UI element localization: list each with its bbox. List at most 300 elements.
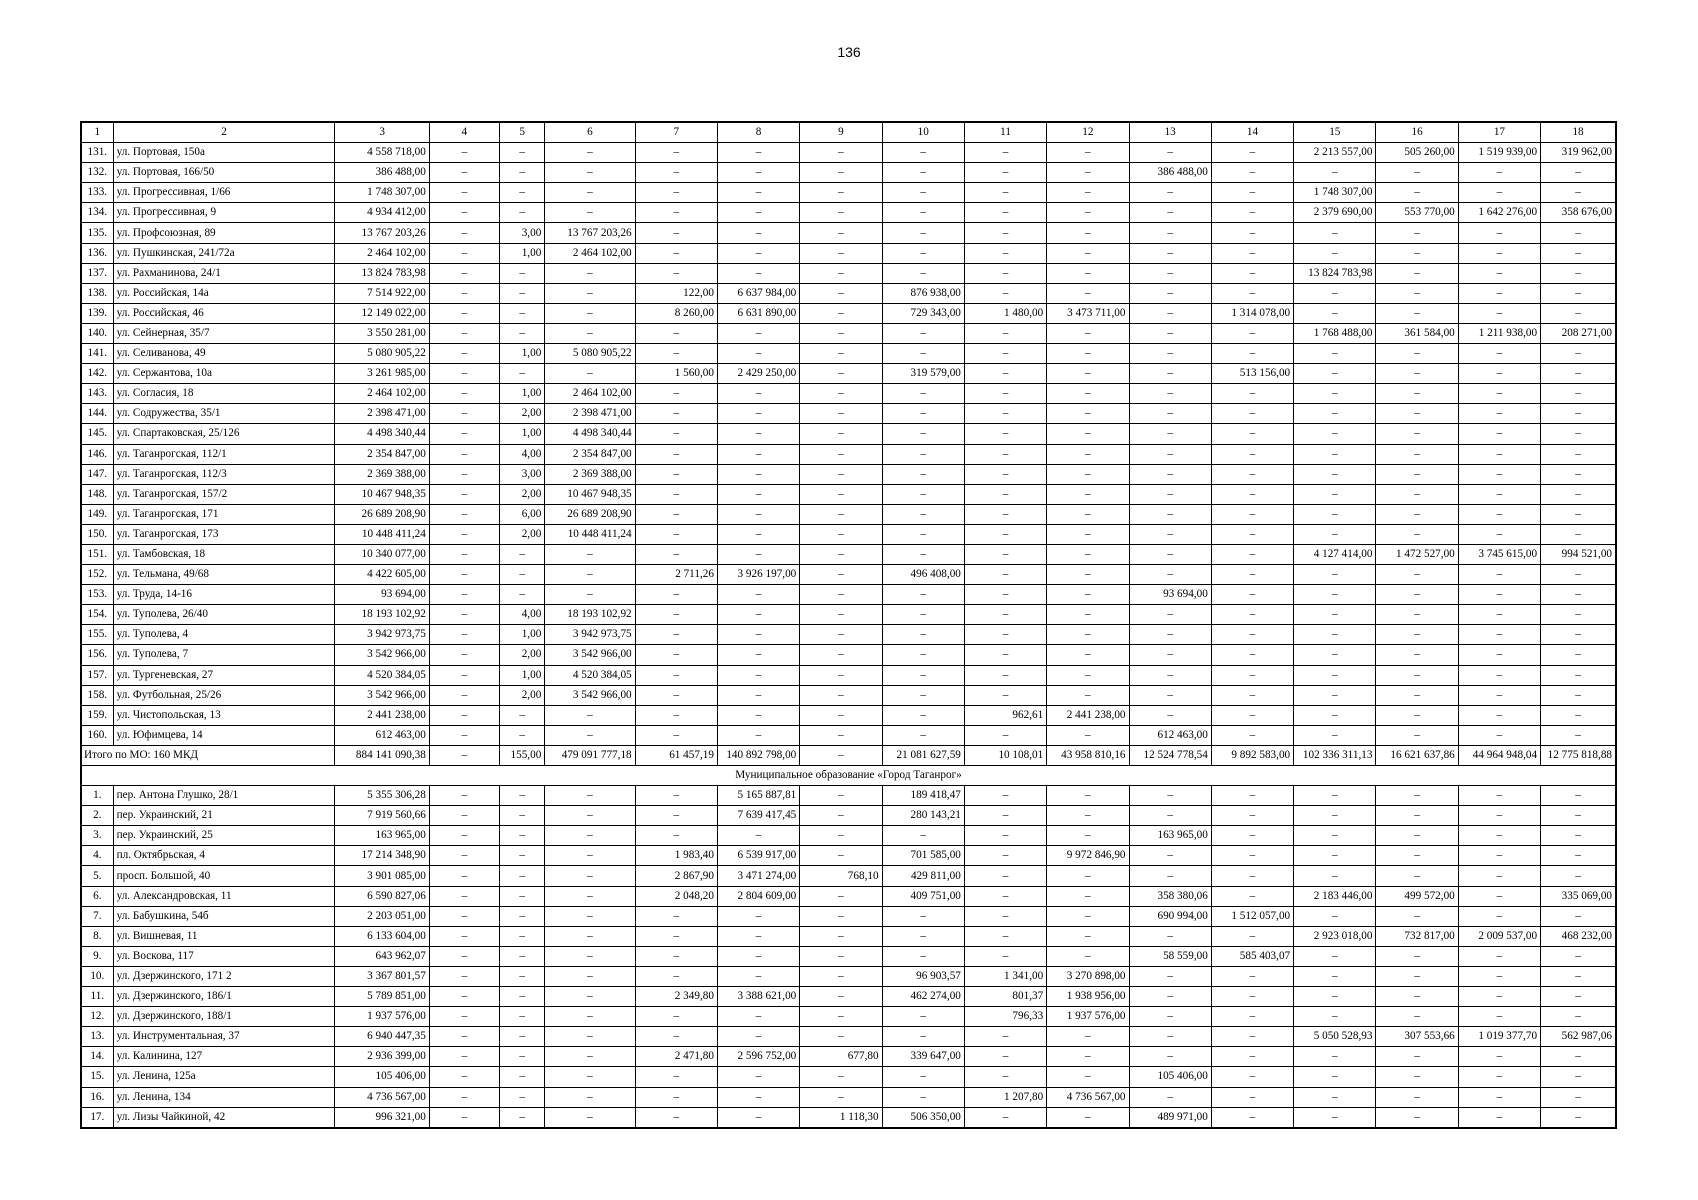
table-cell: – xyxy=(964,384,1046,404)
total-label: Итого по МО: 160 МКД xyxy=(81,745,335,765)
table-cell: – xyxy=(1047,806,1129,826)
table-cell: 612 463,00 xyxy=(335,725,429,745)
table-cell: 358 676,00 xyxy=(1541,203,1616,223)
table-cell: – xyxy=(1541,484,1616,504)
table-cell: 4 498 340,44 xyxy=(545,424,635,444)
table-cell: – xyxy=(429,605,499,625)
table-cell: ул. Калинина, 127 xyxy=(113,1047,335,1067)
table-cell: – xyxy=(1211,565,1293,585)
table-cell: – xyxy=(635,263,717,283)
table-cell: 26 689 208,90 xyxy=(545,504,635,524)
table-cell: – xyxy=(882,143,964,163)
table-cell: – xyxy=(717,705,799,725)
table-cell: – xyxy=(800,163,882,183)
table-cell: – xyxy=(500,966,545,986)
table-cell: – xyxy=(964,524,1046,544)
table-cell: 3 542 966,00 xyxy=(545,645,635,665)
column-header: 15 xyxy=(1294,122,1376,143)
table-cell: – xyxy=(964,1107,1046,1128)
table-cell: 2 354 847,00 xyxy=(545,444,635,464)
table-cell: – xyxy=(964,223,1046,243)
table-cell: – xyxy=(635,645,717,665)
table-cell: 429 811,00 xyxy=(882,866,964,886)
table-cell: – xyxy=(1541,504,1616,524)
table-cell: 513 156,00 xyxy=(1211,364,1293,384)
table-cell: 13 824 783,98 xyxy=(335,263,429,283)
table-cell: – xyxy=(800,705,882,725)
table-cell: 5 165 887,81 xyxy=(717,786,799,806)
table-cell: ул. Рахманинова, 24/1 xyxy=(113,263,335,283)
table-cell: – xyxy=(1129,966,1211,986)
table-cell: – xyxy=(1129,424,1211,444)
table-cell: 6 590 827,06 xyxy=(335,886,429,906)
table-cell: 643 962,07 xyxy=(335,946,429,966)
table-cell: 146. xyxy=(81,444,113,464)
table-cell: 143. xyxy=(81,384,113,404)
table-cell: – xyxy=(1541,906,1616,926)
table-cell: – xyxy=(1211,605,1293,625)
table-cell: 3 270 898,00 xyxy=(1047,966,1129,986)
table-cell: – xyxy=(635,966,717,986)
table-cell: – xyxy=(1294,665,1376,685)
table-cell: – xyxy=(635,906,717,926)
table-cell: 1 207,80 xyxy=(964,1087,1046,1107)
table-cell: – xyxy=(1458,806,1540,826)
table-cell: – xyxy=(1047,143,1129,163)
table-cell: ул. Туполева, 4 xyxy=(113,625,335,645)
table-cell: – xyxy=(545,303,635,323)
table-cell: – xyxy=(882,1027,964,1047)
table-cell: 1,00 xyxy=(500,625,545,645)
table-cell: 3 471 274,00 xyxy=(717,866,799,886)
table-cell: – xyxy=(964,203,1046,223)
table-cell: 1 768 488,00 xyxy=(1294,323,1376,343)
table-cell: – xyxy=(1458,344,1540,364)
table-cell: ул. Лизы Чайкиной, 42 xyxy=(113,1107,335,1128)
table-cell: 1 211 938,00 xyxy=(1458,323,1540,343)
table-cell: – xyxy=(545,866,635,886)
table-cell: – xyxy=(964,866,1046,886)
table-cell: – xyxy=(429,183,499,203)
table-cell: – xyxy=(1458,946,1540,966)
table-cell: – xyxy=(1211,424,1293,444)
table-cell: 136. xyxy=(81,243,113,263)
table-cell: – xyxy=(429,966,499,986)
table-cell: – xyxy=(1129,323,1211,343)
table-cell: – xyxy=(1211,987,1293,1007)
table-cell: – xyxy=(1211,163,1293,183)
table-cell: – xyxy=(1211,1047,1293,1067)
table-cell: 1 938 956,00 xyxy=(1047,987,1129,1007)
table-row xyxy=(81,645,1616,665)
table-cell: – xyxy=(1458,987,1540,1007)
table-cell: – xyxy=(1376,283,1458,303)
table-cell: пер. Украинский, 21 xyxy=(113,806,335,826)
table-cell: – xyxy=(635,344,717,364)
table-cell: – xyxy=(1376,846,1458,866)
table-cell: – xyxy=(429,946,499,966)
section-header-row xyxy=(81,766,1616,786)
table-cell: – xyxy=(800,966,882,986)
table-cell: – xyxy=(1376,183,1458,203)
table-cell: – xyxy=(800,806,882,826)
table-cell: – xyxy=(1211,203,1293,223)
table-cell: – xyxy=(635,625,717,645)
table-cell: 135. xyxy=(81,223,113,243)
table-cell: – xyxy=(1294,645,1376,665)
table-cell: – xyxy=(635,605,717,625)
table-cell: – xyxy=(635,806,717,826)
table-cell: 13. xyxy=(81,1027,113,1047)
table-cell: – xyxy=(635,1107,717,1128)
table-cell: – xyxy=(500,926,545,946)
table-cell: 141. xyxy=(81,344,113,364)
table-cell: 3 942 973,75 xyxy=(335,625,429,645)
table-cell: 10 448 411,24 xyxy=(545,524,635,544)
table-cell: – xyxy=(717,826,799,846)
table-cell: – xyxy=(1211,886,1293,906)
table-cell: – xyxy=(500,1107,545,1128)
table-cell: – xyxy=(964,323,1046,343)
table-cell: – xyxy=(635,223,717,243)
table-cell: – xyxy=(1211,384,1293,404)
table-cell: – xyxy=(1458,1067,1540,1087)
table-cell: ул. Профсоюзная, 89 xyxy=(113,223,335,243)
column-header: 17 xyxy=(1458,122,1540,143)
table-cell: – xyxy=(429,143,499,163)
table-cell: – xyxy=(500,263,545,283)
table-cell: – xyxy=(800,1087,882,1107)
table-cell: 93 694,00 xyxy=(1129,585,1211,605)
table-cell: – xyxy=(1047,946,1129,966)
table-cell: – xyxy=(800,283,882,303)
table-cell: 6 539 917,00 xyxy=(717,846,799,866)
table-cell: – xyxy=(1458,1107,1540,1128)
table-cell: – xyxy=(545,203,635,223)
table-cell: – xyxy=(800,786,882,806)
table-cell: – xyxy=(964,946,1046,966)
table-cell: – xyxy=(500,725,545,745)
table-cell: 2 398 471,00 xyxy=(335,404,429,424)
table-cell: – xyxy=(1458,464,1540,484)
table-cell: – xyxy=(1541,565,1616,585)
table-cell: – xyxy=(635,946,717,966)
table-cell: – xyxy=(1541,605,1616,625)
table-cell: – xyxy=(500,544,545,564)
table-cell: 701 585,00 xyxy=(882,846,964,866)
table-cell: 2 203 051,00 xyxy=(335,906,429,926)
table-cell: – xyxy=(800,846,882,866)
table-cell: – xyxy=(1047,1067,1129,1087)
table-cell: – xyxy=(1129,484,1211,504)
column-header: 12 xyxy=(1047,122,1129,143)
table-cell: – xyxy=(1541,806,1616,826)
table-cell: – xyxy=(1211,966,1293,986)
table-cell: – xyxy=(1541,424,1616,444)
table-cell: – xyxy=(429,263,499,283)
table-cell: – xyxy=(1541,464,1616,484)
table-cell: – xyxy=(1541,1007,1616,1027)
table-cell: – xyxy=(717,685,799,705)
table-cell: – xyxy=(1047,685,1129,705)
table-cell: – xyxy=(545,786,635,806)
table-cell: – xyxy=(1376,1107,1458,1128)
table-cell: – xyxy=(1129,1007,1211,1027)
table-cell: 105 406,00 xyxy=(1129,1067,1211,1087)
table-cell: – xyxy=(717,223,799,243)
table-cell: 145. xyxy=(81,424,113,444)
table-cell: – xyxy=(1129,524,1211,544)
table-cell: – xyxy=(1376,645,1458,665)
table-cell: пер. Украинский, 25 xyxy=(113,826,335,846)
table-cell: – xyxy=(500,906,545,926)
table-row xyxy=(81,605,1616,625)
table-cell: – xyxy=(635,323,717,343)
table-cell: – xyxy=(1047,163,1129,183)
table-cell: – xyxy=(882,685,964,705)
table-cell: – xyxy=(1458,685,1540,705)
table-cell: – xyxy=(1294,243,1376,263)
table-cell: 462 274,00 xyxy=(882,987,964,1007)
table-cell: 5 080 905,22 xyxy=(335,344,429,364)
table-cell: – xyxy=(545,263,635,283)
table-cell: – xyxy=(1458,585,1540,605)
table-cell: – xyxy=(1129,665,1211,685)
table-cell: – xyxy=(717,966,799,986)
table-cell: – xyxy=(717,203,799,223)
table-cell: – xyxy=(1294,364,1376,384)
table-cell: 12 775 818,88 xyxy=(1541,745,1616,765)
table-cell: – xyxy=(1458,786,1540,806)
table-cell: 8 260,00 xyxy=(635,303,717,323)
table-cell: – xyxy=(1376,605,1458,625)
table-cell: ул. Селиванова, 49 xyxy=(113,344,335,364)
table-cell: ул. Ленина, 125а xyxy=(113,1067,335,1087)
table-cell: – xyxy=(882,544,964,564)
table-cell: – xyxy=(800,484,882,504)
table-cell: 142. xyxy=(81,364,113,384)
table-cell: – xyxy=(545,946,635,966)
table-cell: 796,33 xyxy=(964,1007,1046,1027)
table-cell: – xyxy=(1458,1007,1540,1027)
table-cell: 2. xyxy=(81,806,113,826)
table-cell: ул. Сейнерная, 35/7 xyxy=(113,323,335,343)
table-cell: 1,00 xyxy=(500,384,545,404)
table-cell: 16 621 637,86 xyxy=(1376,745,1458,765)
table-cell: – xyxy=(1211,183,1293,203)
table-cell: – xyxy=(429,926,499,946)
table-cell: – xyxy=(800,926,882,946)
table-cell: – xyxy=(635,705,717,725)
table-cell: 61 457,19 xyxy=(635,745,717,765)
table-cell: 2,00 xyxy=(500,645,545,665)
table-cell: 884 141 090,38 xyxy=(335,745,429,765)
table-cell: – xyxy=(882,424,964,444)
table-cell: 2 048,20 xyxy=(635,886,717,906)
table-cell: – xyxy=(1047,725,1129,745)
data-table xyxy=(80,121,1617,1129)
table-cell: 1,00 xyxy=(500,344,545,364)
table-cell: – xyxy=(1047,504,1129,524)
table-cell: – xyxy=(429,685,499,705)
table-cell: – xyxy=(800,665,882,685)
table-cell: – xyxy=(1211,685,1293,705)
table-cell: 1 118,30 xyxy=(800,1107,882,1128)
table-cell: – xyxy=(1376,1087,1458,1107)
table-cell: 677,80 xyxy=(800,1047,882,1067)
table-cell: – xyxy=(635,444,717,464)
table-cell: – xyxy=(800,826,882,846)
table-cell: – xyxy=(1294,705,1376,725)
table-cell: – xyxy=(429,846,499,866)
table-cell: – xyxy=(1129,806,1211,826)
table-cell: – xyxy=(717,926,799,946)
table-cell: 3 901 085,00 xyxy=(335,866,429,886)
table-cell: – xyxy=(500,1007,545,1027)
table-cell: 562 987,06 xyxy=(1541,1027,1616,1047)
table-cell: – xyxy=(429,786,499,806)
table-row xyxy=(81,444,1616,464)
table-row xyxy=(81,1007,1616,1027)
table-cell: 7 919 560,66 xyxy=(335,806,429,826)
table-cell: – xyxy=(545,364,635,384)
table-cell: – xyxy=(1294,223,1376,243)
table-cell: – xyxy=(635,585,717,605)
table-cell: – xyxy=(1129,504,1211,524)
table-cell: – xyxy=(1211,263,1293,283)
table-cell: – xyxy=(1458,1047,1540,1067)
table-cell: – xyxy=(1376,987,1458,1007)
table-cell: 2 429 250,00 xyxy=(717,364,799,384)
table-cell: 1,00 xyxy=(500,665,545,685)
table-cell: – xyxy=(545,544,635,564)
table-cell: – xyxy=(1294,484,1376,504)
table-cell: 151. xyxy=(81,544,113,564)
table-cell: ул. Таганрогская, 173 xyxy=(113,524,335,544)
table-cell: – xyxy=(1294,424,1376,444)
table-cell: – xyxy=(800,504,882,524)
table-cell: – xyxy=(1458,906,1540,926)
table-cell: – xyxy=(882,906,964,926)
table-cell: – xyxy=(882,404,964,424)
table-cell: – xyxy=(1294,464,1376,484)
table-cell: 4,00 xyxy=(500,605,545,625)
table-cell: – xyxy=(545,1027,635,1047)
table-cell: – xyxy=(429,303,499,323)
table-cell: – xyxy=(1376,705,1458,725)
table-cell: – xyxy=(964,605,1046,625)
table-cell: – xyxy=(1211,1107,1293,1128)
table-cell: ул. Портовая, 166/50 xyxy=(113,163,335,183)
table-cell: – xyxy=(1376,303,1458,323)
table-cell: – xyxy=(429,1047,499,1067)
table-cell: 1 983,40 xyxy=(635,846,717,866)
table-cell: – xyxy=(1541,585,1616,605)
table-cell: – xyxy=(545,143,635,163)
table-cell: – xyxy=(1458,705,1540,725)
table-cell: – xyxy=(717,1067,799,1087)
table-cell: 208 271,00 xyxy=(1541,323,1616,343)
table-cell: 122,00 xyxy=(635,283,717,303)
table-cell: 2,00 xyxy=(500,685,545,705)
table-cell: – xyxy=(1294,585,1376,605)
table-cell: 468 232,00 xyxy=(1541,926,1616,946)
table-cell: 4 934 412,00 xyxy=(335,203,429,223)
table-cell: – xyxy=(1047,484,1129,504)
table-cell: – xyxy=(882,826,964,846)
table-cell: 479 091 777,18 xyxy=(545,745,635,765)
table-cell: 4. xyxy=(81,846,113,866)
table-cell: – xyxy=(635,685,717,705)
table-cell: – xyxy=(429,484,499,504)
table-row xyxy=(81,283,1616,303)
table-cell: – xyxy=(1211,866,1293,886)
table-cell: – xyxy=(1047,926,1129,946)
table-cell: – xyxy=(882,524,964,544)
table-cell: – xyxy=(882,926,964,946)
table-cell: 131. xyxy=(81,143,113,163)
table-cell: – xyxy=(964,263,1046,283)
table-cell: ул. Инструментальная, 37 xyxy=(113,1027,335,1047)
table-cell: 801,37 xyxy=(964,987,1046,1007)
table-cell: – xyxy=(1458,243,1540,263)
table-cell: 4,00 xyxy=(500,444,545,464)
table-cell: 96 903,57 xyxy=(882,966,964,986)
table-cell: – xyxy=(717,645,799,665)
table-cell: – xyxy=(545,585,635,605)
table-cell: – xyxy=(1211,826,1293,846)
table-cell: – xyxy=(1458,303,1540,323)
table-cell: – xyxy=(717,605,799,625)
table-cell: – xyxy=(1541,444,1616,464)
table-row xyxy=(81,364,1616,384)
table-cell: – xyxy=(1376,364,1458,384)
table-cell: – xyxy=(964,786,1046,806)
table-row xyxy=(81,585,1616,605)
table-cell: – xyxy=(1376,725,1458,745)
table-cell: – xyxy=(964,725,1046,745)
table-cell: – xyxy=(429,1027,499,1047)
table-cell: – xyxy=(882,725,964,745)
table-cell: 361 584,00 xyxy=(1376,323,1458,343)
table-row xyxy=(81,344,1616,364)
table-cell: – xyxy=(545,1047,635,1067)
table-cell: – xyxy=(1129,685,1211,705)
table-cell: – xyxy=(1211,926,1293,946)
table-cell: 2 464 102,00 xyxy=(545,243,635,263)
table-cell: – xyxy=(964,1067,1046,1087)
table-row xyxy=(81,1107,1616,1128)
table-cell: 21 081 627,59 xyxy=(882,745,964,765)
table-cell: – xyxy=(429,404,499,424)
table-cell: – xyxy=(635,464,717,484)
table-cell: – xyxy=(500,203,545,223)
table-cell: – xyxy=(800,203,882,223)
table-cell: – xyxy=(964,846,1046,866)
table-cell: – xyxy=(882,645,964,665)
table-cell: – xyxy=(429,745,499,765)
table-cell: 156. xyxy=(81,645,113,665)
table-row xyxy=(81,1087,1616,1107)
table-cell: – xyxy=(1541,524,1616,544)
table-cell: – xyxy=(635,926,717,946)
table-cell: – xyxy=(800,464,882,484)
table-cell: – xyxy=(717,183,799,203)
table-cell: – xyxy=(964,464,1046,484)
table-row xyxy=(81,806,1616,826)
table-row xyxy=(81,384,1616,404)
table-row xyxy=(81,1067,1616,1087)
